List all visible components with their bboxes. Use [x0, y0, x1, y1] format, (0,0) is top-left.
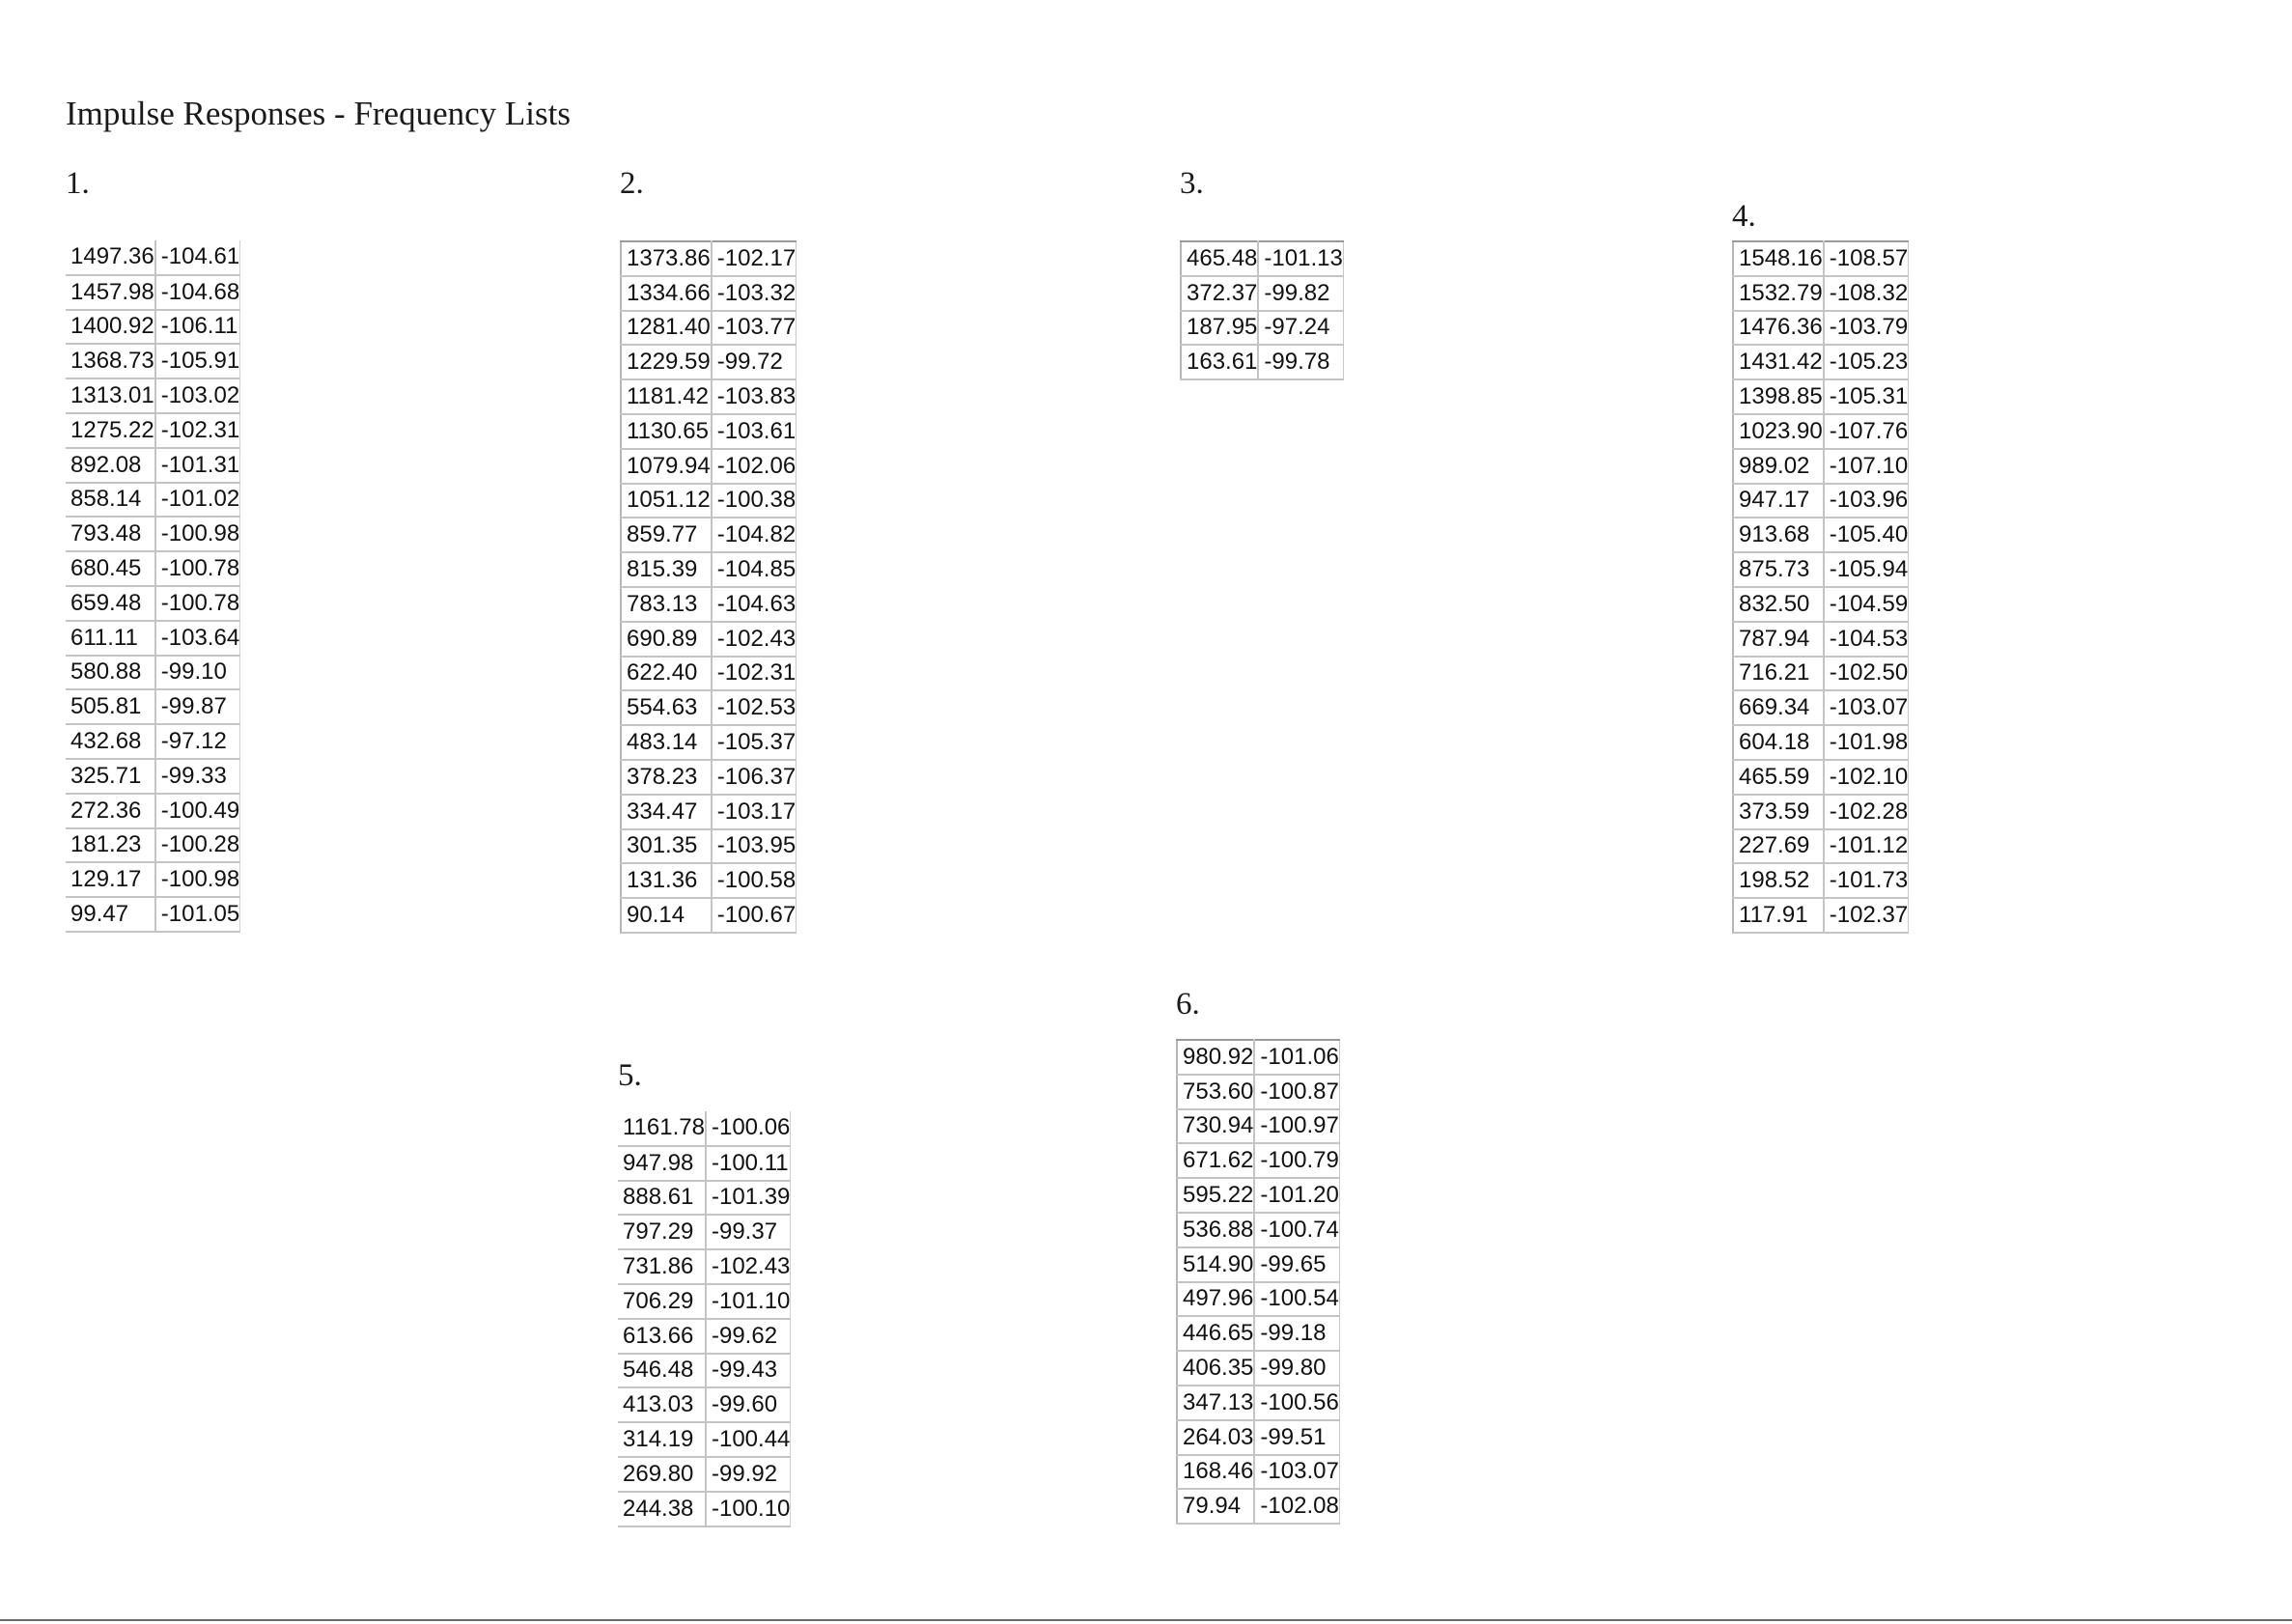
table-row	[618, 1319, 791, 1354]
frequency-cell: 1532.79	[1733, 276, 1824, 311]
frequency-cell: 99.47	[66, 897, 155, 932]
table-row	[66, 621, 240, 656]
level-cell: -99.87	[155, 689, 240, 724]
frequency-cell: 859.77	[621, 518, 712, 552]
level-cell: -100.74	[1254, 1213, 1339, 1247]
frequency-cell: 832.50	[1733, 587, 1824, 622]
table-row	[1733, 311, 1909, 346]
frequency-cell: 797.29	[618, 1215, 706, 1249]
level-cell: -103.07	[1824, 690, 1909, 725]
table-row	[1177, 1143, 1339, 1178]
frequency-cell: 815.39	[621, 552, 712, 587]
frequency-cell: 536.88	[1177, 1213, 1254, 1247]
level-cell: -102.31	[155, 413, 240, 448]
frequency-cell: 554.63	[621, 690, 712, 725]
table-row	[621, 449, 797, 484]
frequency-cell: 680.45	[66, 551, 155, 586]
frequency-table	[1176, 1039, 1340, 1525]
frequency-cell: 483.14	[621, 725, 712, 760]
table-row	[621, 863, 797, 898]
table-row	[621, 484, 797, 518]
table-row	[1733, 276, 1909, 311]
level-cell: -99.62	[706, 1319, 791, 1354]
level-cell: -99.18	[1254, 1316, 1339, 1351]
table-row	[1733, 414, 1909, 449]
frequency-cell: 1229.59	[621, 345, 712, 379]
table-row	[618, 1457, 791, 1492]
level-cell: -102.53	[712, 690, 797, 725]
frequency-cell: 497.96	[1177, 1282, 1254, 1317]
frequency-cell: 269.80	[618, 1457, 706, 1492]
frequency-table	[1732, 240, 1909, 934]
level-cell: -99.60	[706, 1387, 791, 1422]
table-row	[66, 240, 240, 275]
table-row	[621, 725, 797, 760]
level-cell: -100.49	[155, 794, 240, 828]
frequency-cell: 314.19	[618, 1422, 706, 1457]
table-row	[621, 622, 797, 657]
table-row	[621, 760, 797, 795]
table-row	[1733, 863, 1909, 898]
frequency-cell: 465.48	[1181, 241, 1258, 276]
frequency-cell: 117.91	[1733, 898, 1824, 933]
frequency-cell: 1023.90	[1733, 414, 1824, 449]
level-cell: -99.37	[706, 1215, 791, 1249]
table-row	[1177, 1040, 1339, 1075]
table-row	[621, 518, 797, 552]
frequency-cell: 465.59	[1733, 760, 1824, 795]
table-row	[66, 310, 240, 345]
level-cell: -99.92	[706, 1457, 791, 1492]
table-row	[621, 241, 797, 276]
level-cell: -100.11	[706, 1146, 791, 1181]
frequency-cell: 1373.86	[621, 241, 712, 276]
table-row	[1177, 1489, 1339, 1524]
level-cell: -101.13	[1258, 241, 1343, 276]
level-cell: -101.98	[1824, 725, 1909, 760]
frequency-cell: 1398.85	[1733, 379, 1824, 414]
level-cell: -101.39	[706, 1181, 791, 1216]
table-row	[1733, 518, 1909, 552]
frequency-cell: 659.48	[66, 586, 155, 621]
level-cell: -100.44	[706, 1422, 791, 1457]
frequency-cell: 1281.40	[621, 311, 712, 346]
frequency-cell: 989.02	[1733, 449, 1824, 484]
frequency-cell: 325.71	[66, 759, 155, 794]
frequency-cell: 1079.94	[621, 449, 712, 484]
level-cell: -102.43	[706, 1249, 791, 1284]
frequency-cell: 604.18	[1733, 725, 1824, 760]
frequency-cell: 334.47	[621, 795, 712, 829]
list-number: 3.	[1180, 166, 1204, 201]
table-row	[66, 517, 240, 551]
level-cell: -99.65	[1254, 1247, 1339, 1282]
frequency-cell: 730.94	[1177, 1109, 1254, 1144]
table-row	[1181, 311, 1343, 346]
level-cell: -100.56	[1254, 1386, 1339, 1420]
frequency-cell: 272.36	[66, 794, 155, 828]
table-row	[1733, 725, 1909, 760]
table-row	[1733, 898, 1909, 933]
table-row	[66, 551, 240, 586]
level-cell: -104.68	[155, 275, 240, 310]
table-row	[66, 275, 240, 310]
frequency-cell: 580.88	[66, 656, 155, 690]
level-cell: -101.12	[1824, 829, 1909, 864]
table-row	[621, 552, 797, 587]
level-cell: -100.79	[1254, 1143, 1339, 1178]
frequency-cell: 378.23	[621, 760, 712, 795]
level-cell: -103.61	[712, 414, 797, 449]
level-cell: -103.07	[1254, 1455, 1339, 1490]
level-cell: -100.78	[155, 551, 240, 586]
table-row	[1177, 1178, 1339, 1213]
list-number: 4.	[1732, 199, 1756, 234]
table-row	[621, 829, 797, 864]
page-bottom-rule	[0, 1619, 2292, 1621]
table-row	[66, 828, 240, 863]
level-cell: -105.31	[1824, 379, 1909, 414]
level-cell: -103.77	[712, 311, 797, 346]
level-cell: -104.82	[712, 518, 797, 552]
level-cell: -100.54	[1254, 1282, 1339, 1317]
table-row	[618, 1492, 791, 1526]
frequency-table	[620, 240, 797, 934]
table-row	[1733, 690, 1909, 725]
list-number: 1.	[66, 166, 90, 201]
table-row	[1177, 1351, 1339, 1386]
level-cell: -103.79	[1824, 311, 1909, 346]
table-row	[66, 586, 240, 621]
table-row	[1177, 1282, 1339, 1317]
table-row	[66, 483, 240, 518]
level-cell: -103.83	[712, 379, 797, 414]
level-cell: -103.02	[155, 378, 240, 413]
table-row	[66, 862, 240, 897]
level-cell: -102.06	[712, 449, 797, 484]
level-cell: -102.43	[712, 622, 797, 657]
frequency-cell: 1431.42	[1733, 345, 1824, 379]
table-row	[621, 795, 797, 829]
level-cell: -102.08	[1254, 1489, 1339, 1524]
frequency-cell: 669.34	[1733, 690, 1824, 725]
table-row	[1733, 657, 1909, 691]
level-cell: -100.58	[712, 863, 797, 898]
frequency-cell: 731.86	[618, 1249, 706, 1284]
level-cell: -100.98	[155, 517, 240, 551]
frequency-cell: 1400.92	[66, 310, 155, 345]
level-cell: -100.87	[1254, 1075, 1339, 1109]
level-cell: -105.94	[1824, 552, 1909, 587]
table-row	[1733, 622, 1909, 657]
level-cell: -102.28	[1824, 795, 1909, 829]
level-cell: -105.91	[155, 344, 240, 378]
table-row	[621, 657, 797, 691]
table-row	[618, 1111, 791, 1146]
level-cell: -101.05	[155, 897, 240, 932]
table-row	[1733, 760, 1909, 795]
table-row	[66, 378, 240, 413]
level-cell: -99.82	[1258, 276, 1343, 311]
frequency-cell: 716.21	[1733, 657, 1824, 691]
level-cell: -107.76	[1824, 414, 1909, 449]
frequency-cell: 753.60	[1177, 1075, 1254, 1109]
page-title: Impulse Responses - Frequency Lists	[66, 95, 571, 132]
table-row	[621, 345, 797, 379]
frequency-cell: 446.65	[1177, 1316, 1254, 1351]
frequency-cell: 198.52	[1733, 863, 1824, 898]
frequency-cell: 611.11	[66, 621, 155, 656]
frequency-cell: 1476.36	[1733, 311, 1824, 346]
frequency-table	[618, 1111, 791, 1527]
level-cell: -97.24	[1258, 311, 1343, 346]
level-cell: -104.59	[1824, 587, 1909, 622]
frequency-cell: 373.59	[1733, 795, 1824, 829]
frequency-cell: 1275.22	[66, 413, 155, 448]
frequency-cell: 1181.42	[621, 379, 712, 414]
table-row	[621, 276, 797, 311]
level-cell: -99.80	[1254, 1351, 1339, 1386]
frequency-cell: 372.37	[1181, 276, 1258, 311]
level-cell: -100.28	[155, 828, 240, 863]
frequency-cell: 187.95	[1181, 311, 1258, 346]
frequency-cell: 505.81	[66, 689, 155, 724]
frequency-cell: 1497.36	[66, 240, 155, 275]
frequency-cell: 413.03	[618, 1387, 706, 1422]
table-row	[618, 1215, 791, 1249]
frequency-cell: 90.14	[621, 898, 712, 933]
level-cell: -108.32	[1824, 276, 1909, 311]
level-cell: -101.20	[1254, 1178, 1339, 1213]
frequency-cell: 1051.12	[621, 484, 712, 518]
table-row	[1177, 1386, 1339, 1420]
level-cell: -99.33	[155, 759, 240, 794]
table-row	[618, 1146, 791, 1181]
table-row	[1733, 587, 1909, 622]
table-row	[618, 1284, 791, 1319]
frequency-cell: 163.61	[1181, 345, 1258, 379]
table-row	[621, 898, 797, 933]
frequency-cell: 671.62	[1177, 1143, 1254, 1178]
frequency-cell: 875.73	[1733, 552, 1824, 587]
table-row	[1733, 345, 1909, 379]
table-row	[618, 1387, 791, 1422]
frequency-cell: 129.17	[66, 862, 155, 897]
level-cell: -103.64	[155, 621, 240, 656]
level-cell: -100.06	[706, 1111, 791, 1146]
table-row	[1733, 484, 1909, 518]
level-cell: -100.67	[712, 898, 797, 933]
level-cell: -107.10	[1824, 449, 1909, 484]
table-row	[1177, 1247, 1339, 1282]
level-cell: -105.37	[712, 725, 797, 760]
table-row	[618, 1422, 791, 1457]
level-cell: -99.43	[706, 1354, 791, 1388]
frequency-cell: 787.94	[1733, 622, 1824, 657]
level-cell: -101.02	[155, 483, 240, 518]
level-cell: -101.06	[1254, 1040, 1339, 1075]
level-cell: -100.97	[1254, 1109, 1339, 1144]
level-cell: -99.72	[712, 345, 797, 379]
frequency-cell: 892.08	[66, 448, 155, 483]
level-cell: -100.98	[155, 862, 240, 897]
frequency-cell: 1368.73	[66, 344, 155, 378]
table-row	[1181, 345, 1343, 379]
table-row	[1733, 379, 1909, 414]
table-row	[66, 448, 240, 483]
list-number: 2.	[620, 166, 644, 201]
level-cell: -101.31	[155, 448, 240, 483]
frequency-cell: 181.23	[66, 828, 155, 863]
table-row	[1177, 1455, 1339, 1490]
level-cell: -97.12	[155, 724, 240, 759]
table-row	[618, 1181, 791, 1216]
table-row	[1181, 241, 1343, 276]
list-number: 6.	[1176, 987, 1200, 1022]
level-cell: -102.50	[1824, 657, 1909, 691]
frequency-cell: 613.66	[618, 1319, 706, 1354]
frequency-cell: 913.68	[1733, 518, 1824, 552]
frequency-cell: 301.35	[621, 829, 712, 864]
table-row	[1181, 276, 1343, 311]
table-row	[1177, 1109, 1339, 1144]
table-row	[621, 414, 797, 449]
table-row	[1733, 552, 1909, 587]
table-row	[1733, 795, 1909, 829]
level-cell: -99.10	[155, 656, 240, 690]
frequency-cell: 888.61	[618, 1181, 706, 1216]
level-cell: -101.10	[706, 1284, 791, 1319]
level-cell: -102.10	[1824, 760, 1909, 795]
table-row	[621, 311, 797, 346]
level-cell: -103.17	[712, 795, 797, 829]
frequency-table	[1180, 240, 1344, 380]
frequency-cell: 432.68	[66, 724, 155, 759]
table-row	[1177, 1316, 1339, 1351]
frequency-cell: 947.17	[1733, 484, 1824, 518]
level-cell: -105.23	[1824, 345, 1909, 379]
frequency-cell: 264.03	[1177, 1420, 1254, 1455]
table-row	[1733, 241, 1909, 276]
frequency-cell: 595.22	[1177, 1178, 1254, 1213]
frequency-cell: 622.40	[621, 657, 712, 691]
frequency-cell: 168.46	[1177, 1455, 1254, 1490]
frequency-cell: 980.92	[1177, 1040, 1254, 1075]
frequency-cell: 546.48	[618, 1354, 706, 1388]
frequency-cell: 1548.16	[1733, 241, 1824, 276]
frequency-cell: 690.89	[621, 622, 712, 657]
table-row	[1733, 449, 1909, 484]
frequency-cell: 706.29	[618, 1284, 706, 1319]
table-row	[618, 1354, 791, 1388]
table-row	[66, 689, 240, 724]
table-row	[1177, 1075, 1339, 1109]
level-cell: -104.85	[712, 552, 797, 587]
level-cell: -101.73	[1824, 863, 1909, 898]
frequency-cell: 947.98	[618, 1146, 706, 1181]
level-cell: -106.11	[155, 310, 240, 345]
frequency-cell: 406.35	[1177, 1351, 1254, 1386]
frequency-cell: 131.36	[621, 863, 712, 898]
level-cell: -99.78	[1258, 345, 1343, 379]
frequency-cell: 79.94	[1177, 1489, 1254, 1524]
level-cell: -104.53	[1824, 622, 1909, 657]
level-cell: -104.63	[712, 587, 797, 622]
level-cell: -105.40	[1824, 518, 1909, 552]
level-cell: -100.78	[155, 586, 240, 621]
table-row	[66, 897, 240, 932]
level-cell: -108.57	[1824, 241, 1909, 276]
frequency-cell: 1334.66	[621, 276, 712, 311]
frequency-cell: 793.48	[66, 517, 155, 551]
table-row	[1177, 1213, 1339, 1247]
level-cell: -104.61	[155, 240, 240, 275]
table-row	[621, 587, 797, 622]
level-cell: -100.38	[712, 484, 797, 518]
frequency-cell: 514.90	[1177, 1247, 1254, 1282]
level-cell: -103.95	[712, 829, 797, 864]
frequency-cell: 783.13	[621, 587, 712, 622]
frequency-cell: 227.69	[1733, 829, 1824, 864]
level-cell: -103.96	[1824, 484, 1909, 518]
table-row	[66, 794, 240, 828]
frequency-cell: 244.38	[618, 1492, 706, 1526]
table-row	[1177, 1420, 1339, 1455]
frequency-cell: 1130.65	[621, 414, 712, 449]
frequency-cell: 1457.98	[66, 275, 155, 310]
list-number: 5.	[618, 1058, 642, 1093]
table-row	[66, 413, 240, 448]
level-cell: -99.51	[1254, 1420, 1339, 1455]
level-cell: -102.37	[1824, 898, 1909, 933]
frequency-table	[66, 240, 240, 933]
table-row	[66, 724, 240, 759]
table-row	[618, 1249, 791, 1284]
table-row	[66, 656, 240, 690]
level-cell: -102.17	[712, 241, 797, 276]
table-row	[1733, 829, 1909, 864]
level-cell: -100.10	[706, 1492, 791, 1526]
frequency-cell: 347.13	[1177, 1386, 1254, 1420]
level-cell: -103.32	[712, 276, 797, 311]
table-row	[621, 379, 797, 414]
level-cell: -106.37	[712, 760, 797, 795]
table-row	[66, 759, 240, 794]
level-cell: -102.31	[712, 657, 797, 691]
frequency-cell: 1313.01	[66, 378, 155, 413]
table-row	[621, 690, 797, 725]
table-row	[66, 344, 240, 378]
frequency-cell: 1161.78	[618, 1111, 706, 1146]
frequency-cell: 858.14	[66, 483, 155, 518]
